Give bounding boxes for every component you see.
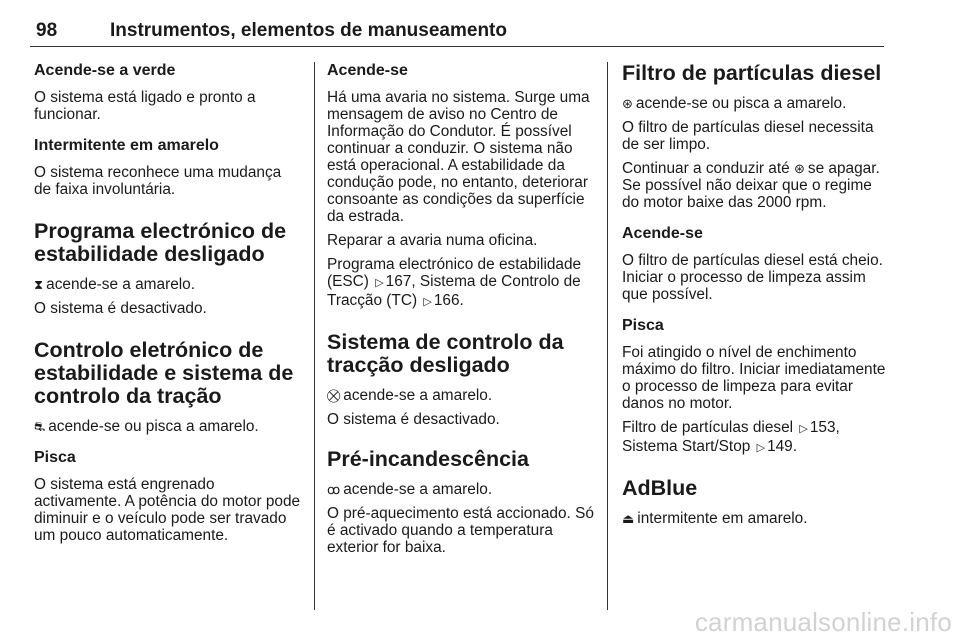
heading-adblue: AdBlue xyxy=(622,476,698,500)
watermark: carmanualsonline.info xyxy=(694,607,952,637)
paragraph xyxy=(327,256,595,311)
page-reference-icon: ▷ xyxy=(756,442,766,454)
paragraph-text: Programa electrónico de estabilidade (ESC) xyxy=(327,256,582,290)
paragraph: O filtro de partículas diesel necessita de ser limpo. xyxy=(622,119,874,153)
paragraph: O sistema é desactivado. xyxy=(34,300,207,317)
paragraph: Foi atingido o nível de enchimento máximo do filtro. Iniciar imediatamente o processo de limpeza para evitar danos no motor. xyxy=(622,344,886,412)
column-2 xyxy=(327,62,595,563)
page-header xyxy=(30,18,884,47)
column-divider xyxy=(314,62,315,610)
paragraph xyxy=(622,160,890,211)
section-heading: Acende-se xyxy=(622,225,703,242)
heading-esc-off: Programa electrónico de estabilidade desligado xyxy=(34,219,287,266)
esc-off-icon: ⧗ xyxy=(34,277,44,292)
paragraph xyxy=(622,419,890,457)
paragraph xyxy=(622,510,890,527)
paragraph: O sistema está engrenado activamente. A potência do motor pode diminuir e o veículo pode ser travado um pouco automaticamente. xyxy=(34,476,301,544)
section-heading: Intermitente em amarelo xyxy=(34,137,219,154)
heading-esc: Controlo eletrónico de estabilidade e sistema de controlo da tração xyxy=(34,338,294,408)
paragraph-text: intermitente em amarelo. xyxy=(637,510,808,527)
paragraph: Reparar a avaria numa oficina. xyxy=(327,232,538,249)
section-heading: Acende-se xyxy=(327,62,408,79)
page-reference-icon: ▷ xyxy=(799,423,808,435)
paragraph xyxy=(34,418,302,435)
page-reference-icon: ▷ xyxy=(375,277,384,289)
paragraph xyxy=(327,481,595,498)
page-reference-link[interactable]: 167, Sistema de Controlo de Tracção (TC) xyxy=(327,273,581,309)
heading-dpf: Filtro de partículas diesel xyxy=(622,61,882,85)
paragraph-text: acende-se a amarelo. xyxy=(343,481,493,498)
page-reference-link[interactable]: 153, Sistema Start/Stop xyxy=(622,419,840,455)
paragraph: O sistema está ligado e pronto a funcionar. xyxy=(34,89,256,123)
page-reference-link[interactable]: 149. xyxy=(767,438,798,455)
traction-control-off-icon: ⛒ xyxy=(327,388,341,403)
diesel-particle-filter-icon: ⊛ xyxy=(793,161,805,176)
paragraph xyxy=(34,276,302,293)
page-number: 98 xyxy=(36,20,58,41)
esc-icon: ⛐ xyxy=(34,419,46,434)
paragraph-text: acende-se a amarelo. xyxy=(46,276,196,293)
paragraph-text: acende-se a amarelo. xyxy=(343,387,493,404)
paragraph: O sistema reconhece uma mudança de faixa involuntária. xyxy=(34,164,282,198)
preheat-coil-icon: ꝏ xyxy=(327,482,341,497)
section-heading: Pisca xyxy=(34,449,76,466)
paragraph xyxy=(622,95,890,112)
column-3 xyxy=(622,62,890,534)
page-reference-icon: ▷ xyxy=(423,296,432,308)
paragraph: O sistema é desactivado. xyxy=(327,411,500,428)
paragraph xyxy=(327,387,595,404)
heading-preheat: Pré-incandescência xyxy=(327,447,529,471)
adblue-icon: ⏏ xyxy=(622,511,635,526)
paragraph: O pré-aquecimento está accionado. Só é activado quando a temperatura exterior for baixa. xyxy=(327,505,594,556)
page-reference-link[interactable]: 166. xyxy=(433,292,464,309)
heading-tc-off: Sistema de controlo da tracção desligado xyxy=(327,330,564,377)
section-heading: Pisca xyxy=(622,317,664,334)
diesel-particle-filter-icon: ⊛ xyxy=(622,96,633,111)
paragraph: O filtro de partículas diesel está cheio. Iniciar o processo de limpeza assim que possível. xyxy=(622,252,883,303)
section-heading: Acende-se a verde xyxy=(34,62,176,79)
column-divider xyxy=(607,62,608,610)
paragraph-text: acende-se ou pisca a amarelo. xyxy=(48,418,259,435)
paragraph-text: Filtro de partículas diesel xyxy=(622,419,794,436)
column-1 xyxy=(34,62,302,551)
paragraph-text: acende-se ou pisca a amarelo. xyxy=(635,95,847,112)
paragraph-text: Continuar a conduzir até xyxy=(622,160,790,177)
paragraph-text: se apagar. Se possível não deixar que o regime do motor baixe das 2000 rpm. xyxy=(622,160,880,211)
paragraph: Há uma avaria no sistema. Surge uma mensagem de aviso no Centro de Informação do Condutor. É possível continuar a conduzir. O sistema não está operacional. A estabilidade da condução pode, no entanto, deteriorar consoante as condições da superfície da estrada. xyxy=(327,89,590,225)
page-title: Instrumentos, elementos de manuseamento xyxy=(110,20,507,41)
